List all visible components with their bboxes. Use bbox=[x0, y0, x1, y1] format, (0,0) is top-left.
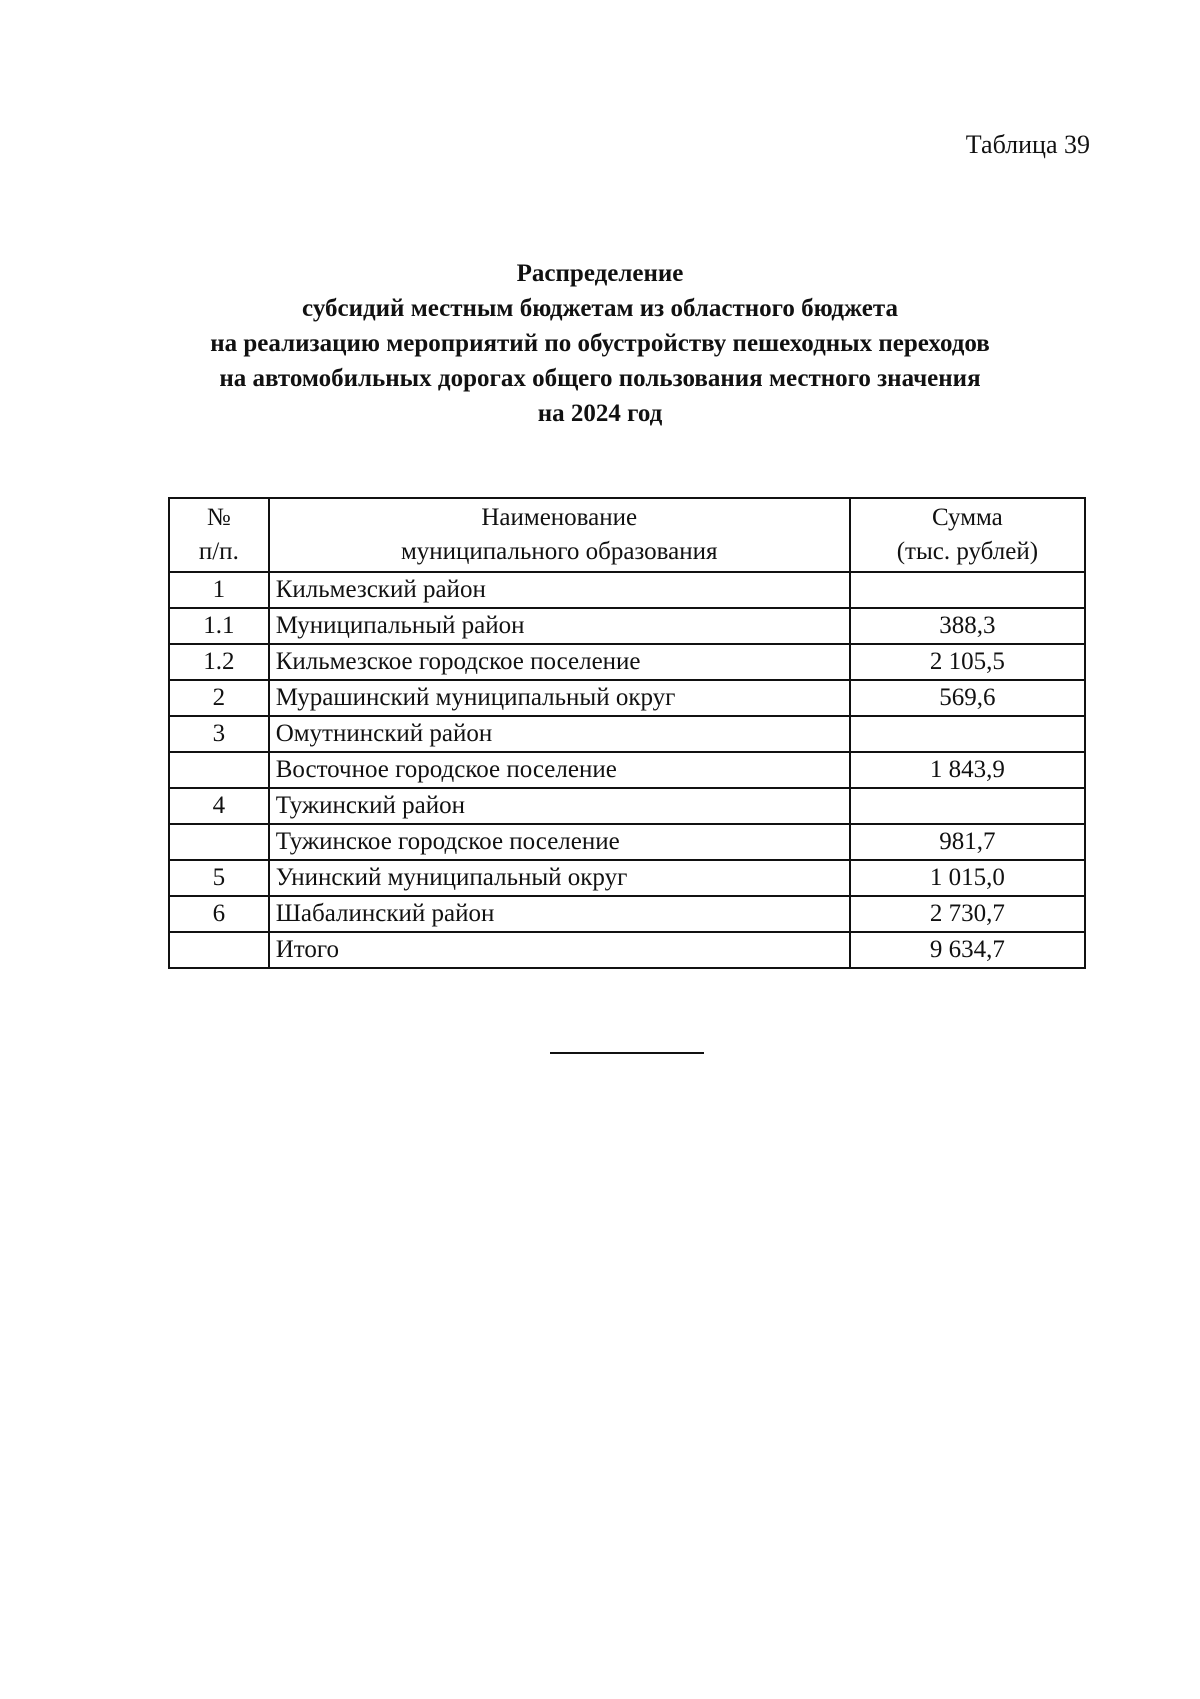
end-divider bbox=[550, 1052, 704, 1054]
row-sum-cell: 2 105,5 bbox=[850, 644, 1085, 680]
row-num-cell bbox=[169, 932, 269, 968]
row-name-cell: Кильмезский район bbox=[269, 572, 850, 608]
row-sum-cell bbox=[850, 716, 1085, 752]
table-row bbox=[169, 680, 1085, 716]
header-sum-line: Сумма bbox=[931, 504, 1003, 531]
row-sum-cell: 1 015,0 bbox=[850, 860, 1085, 896]
row-sum-cell bbox=[850, 788, 1085, 824]
header-name-line: Наименование bbox=[481, 504, 638, 531]
title-line: на автомобильных дорогах общего пользования местного значения bbox=[219, 365, 981, 392]
table-body bbox=[169, 572, 1085, 968]
header-sum bbox=[850, 498, 1085, 572]
table-row bbox=[169, 716, 1085, 752]
row-num-cell: 1.1 bbox=[169, 608, 269, 644]
row-name-cell: Шабалинский район bbox=[269, 896, 850, 932]
row-name-cell: Тужинский район bbox=[269, 788, 850, 824]
header-num-line: п/п. bbox=[198, 538, 239, 565]
row-sum-cell: 9 634,7 bbox=[850, 932, 1085, 968]
row-sum-cell: 981,7 bbox=[850, 824, 1085, 860]
row-name-cell: Итого bbox=[269, 932, 850, 968]
table-row bbox=[169, 824, 1085, 860]
table-row bbox=[169, 752, 1085, 788]
row-num-cell: 5 bbox=[169, 860, 269, 896]
table-row bbox=[169, 896, 1085, 932]
row-name-cell: Восточное городское поселение bbox=[269, 752, 850, 788]
row-sum-cell: 1 843,9 bbox=[850, 752, 1085, 788]
header-name-line: муниципального образования bbox=[400, 538, 718, 565]
table-row bbox=[169, 572, 1085, 608]
row-sum-cell: 388,3 bbox=[850, 608, 1085, 644]
table-row bbox=[169, 932, 1085, 968]
row-num-cell: 6 bbox=[169, 896, 269, 932]
subsidy-table bbox=[168, 497, 1086, 969]
title-line: субсидий местным бюджетам из областного бюджета bbox=[302, 295, 898, 322]
row-sum-cell: 2 730,7 bbox=[850, 896, 1085, 932]
header-num-line: № bbox=[206, 504, 231, 531]
header-num bbox=[169, 498, 269, 572]
header-name bbox=[269, 498, 850, 572]
table-row bbox=[169, 608, 1085, 644]
row-num-cell: 3 bbox=[169, 716, 269, 752]
title-line: на 2024 год bbox=[537, 400, 663, 427]
row-sum-cell bbox=[850, 572, 1085, 608]
title-line: Распределение bbox=[516, 260, 684, 287]
document-title bbox=[0, 256, 1200, 431]
row-num-cell: 4 bbox=[169, 788, 269, 824]
row-num-cell: 1.2 bbox=[169, 644, 269, 680]
row-num-cell: 1 bbox=[169, 572, 269, 608]
table-row bbox=[169, 788, 1085, 824]
table-number: Таблица 39 bbox=[965, 130, 1090, 159]
row-name-cell: Мурашинский муниципальный округ bbox=[269, 680, 850, 716]
row-num-cell bbox=[169, 824, 269, 860]
table-row bbox=[169, 644, 1085, 680]
row-sum-cell: 569,6 bbox=[850, 680, 1085, 716]
row-name-cell: Муниципальный район bbox=[269, 608, 850, 644]
row-name-cell: Омутнинский район bbox=[269, 716, 850, 752]
row-name-cell: Унинский муниципальный округ bbox=[269, 860, 850, 896]
row-num-cell bbox=[169, 752, 269, 788]
row-name-cell: Тужинское городское поселение bbox=[269, 824, 850, 860]
header-sum-line: (тыс. рублей) bbox=[896, 538, 1039, 565]
title-line: на реализацию мероприятий по обустройству пешеходных переходов bbox=[210, 330, 990, 357]
table-header-row bbox=[169, 498, 1085, 572]
row-num-cell: 2 bbox=[169, 680, 269, 716]
row-name-cell: Кильмезское городское поселение bbox=[269, 644, 850, 680]
table-row bbox=[169, 860, 1085, 896]
